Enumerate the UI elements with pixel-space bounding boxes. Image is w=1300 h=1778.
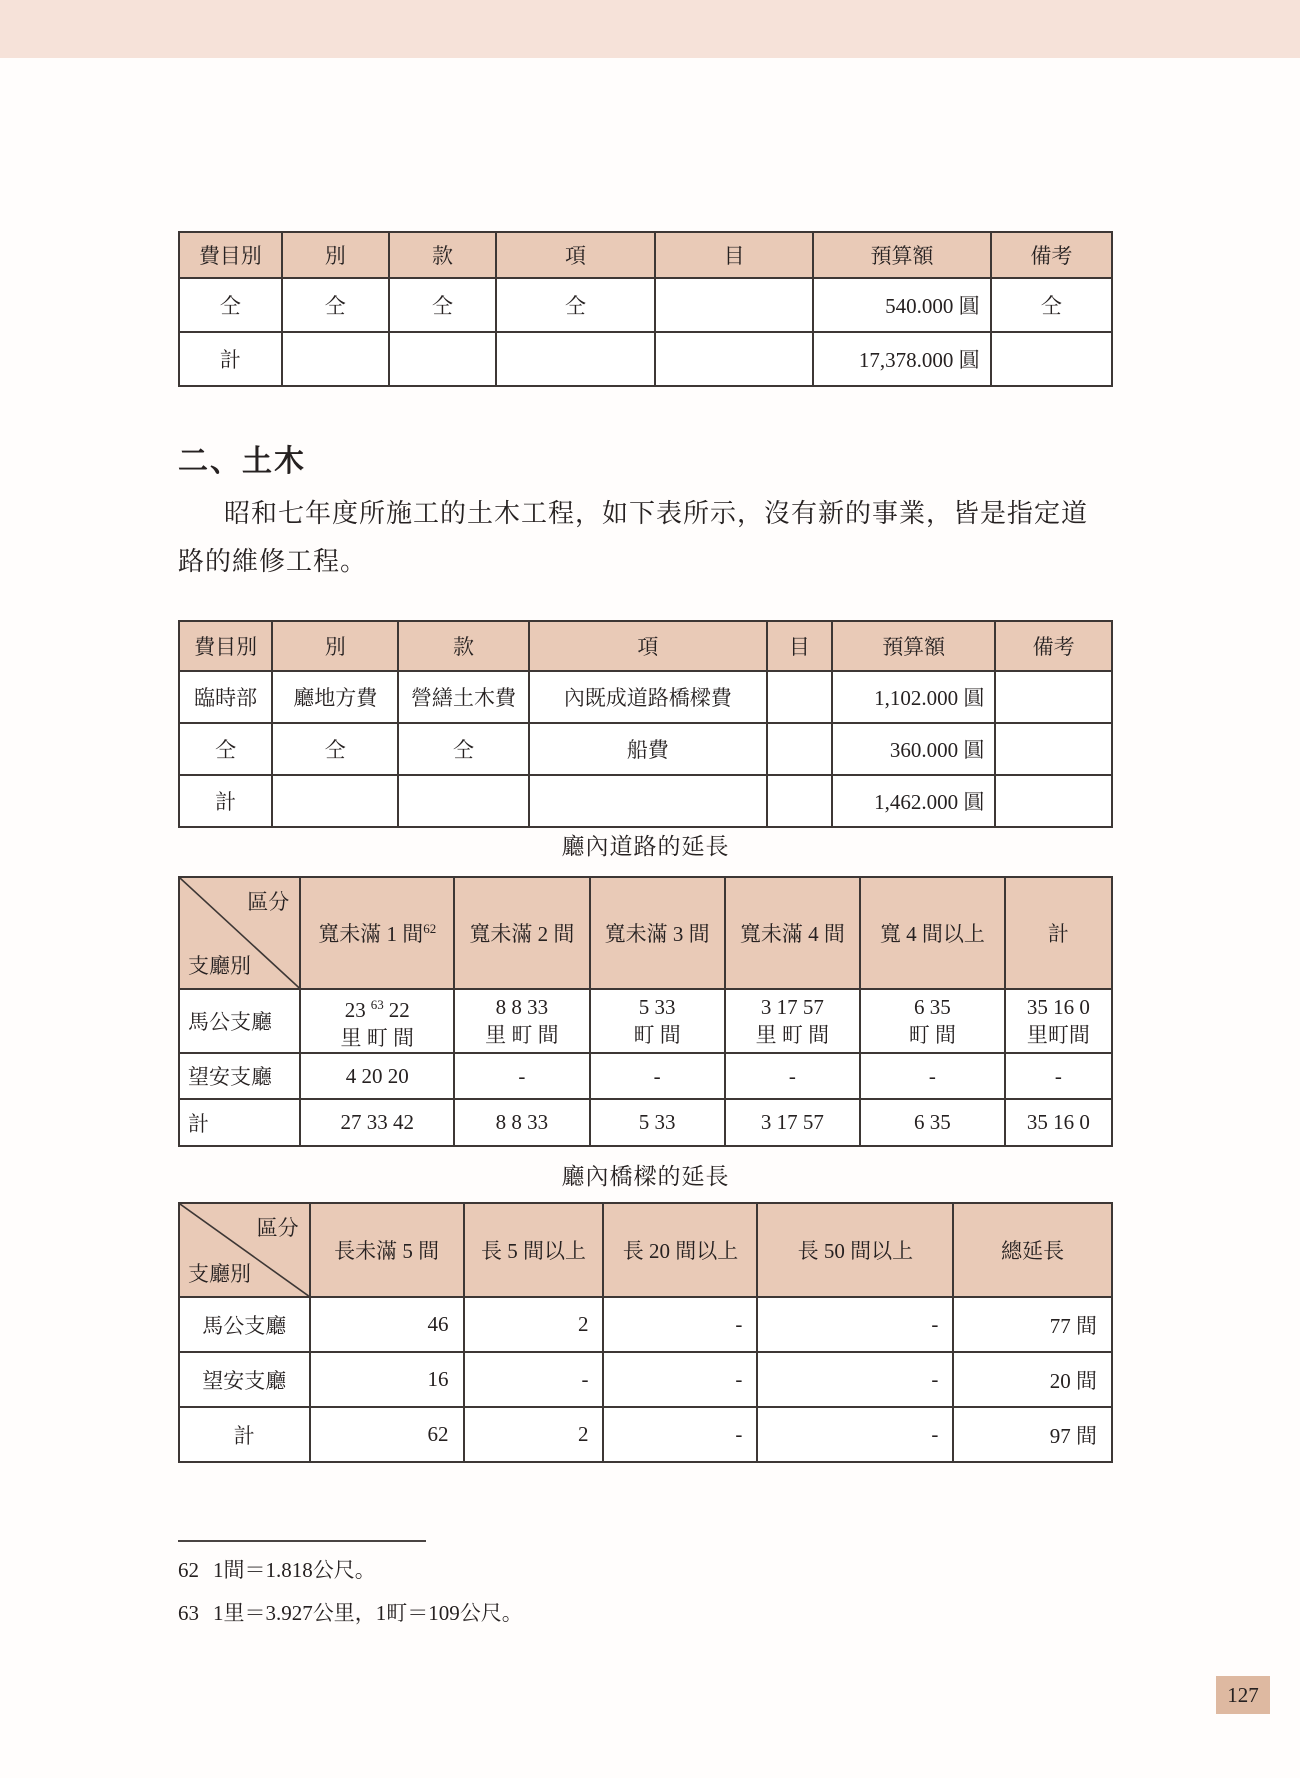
table-cell: 內既成道路橋樑費 — [529, 671, 767, 723]
table-cell: 營繕土木費 — [398, 671, 529, 723]
table-row — [179, 775, 1112, 827]
corner-header-cell — [179, 1203, 310, 1297]
table-cell: 仝 — [282, 278, 389, 332]
table-cell: 6 35 — [860, 1099, 1005, 1146]
footnote-ref-62: 62 — [423, 921, 437, 936]
budget-amount-cell: 540.000 圓 — [813, 278, 990, 332]
table-cell — [995, 671, 1112, 723]
table-cell — [398, 775, 529, 827]
header-cell: 預算額 — [832, 621, 995, 671]
table-cell — [767, 671, 832, 723]
table-row — [179, 1297, 1112, 1352]
page-number-badge: 127 — [1216, 1676, 1270, 1714]
table-cell: 97 間 — [953, 1407, 1112, 1462]
header-cell: 預算額 — [813, 232, 990, 278]
bridges-extension-table — [178, 1202, 1113, 1463]
table-row — [179, 1407, 1112, 1462]
header-cell: 別 — [272, 621, 398, 671]
header-cell: 備考 — [995, 621, 1112, 671]
table-cell: - — [464, 1352, 604, 1407]
table-cell: 仝 — [179, 278, 282, 332]
budget-amount-cell: 360.000 圓 — [832, 723, 995, 775]
table-cell — [767, 775, 832, 827]
header-cell: 長 50 間以上 — [757, 1203, 953, 1297]
units-line: 里 町 間 — [485, 1023, 559, 1047]
table-header-row — [179, 1203, 1112, 1297]
table-cell — [767, 723, 832, 775]
table-row — [179, 332, 1112, 386]
table-cell: 35 16 0 — [1005, 1099, 1112, 1146]
footnote-number: 63 — [178, 1601, 199, 1625]
units-line: 町 間 — [633, 1023, 681, 1047]
header-cell: 計 — [1005, 877, 1112, 989]
table-cell — [529, 775, 767, 827]
table-cell: 2 — [464, 1407, 604, 1462]
table-cell: 廳地方費 — [272, 671, 398, 723]
footnote-text: 1里＝3.927公里，1町＝109公尺。 — [213, 1601, 523, 1625]
table-cell: - — [757, 1297, 953, 1352]
table-cell: 仝 — [272, 723, 398, 775]
roads-table-title: 廳內道路的延長 — [561, 834, 730, 859]
table-row — [179, 1352, 1112, 1407]
header-cell: 總延長 — [953, 1203, 1112, 1297]
table-row — [179, 671, 1112, 723]
footnote-63 — [178, 1597, 523, 1627]
table-cell: 20 間 — [953, 1352, 1112, 1407]
table-cell: - — [454, 1053, 589, 1099]
row-label-cell: 計 — [179, 1099, 300, 1146]
table-cell: 2 — [464, 1297, 604, 1352]
units-line: 里 町 間 — [755, 1023, 830, 1047]
footnote-text: 1間＝1.818公尺。 — [213, 1558, 376, 1582]
header-cell: 項 — [529, 621, 767, 671]
budget-amount-cell: 17,378.000 圓 — [813, 332, 990, 386]
table-cell: 計 — [179, 332, 282, 386]
bridges-table-title: 廳內橋樑的延長 — [561, 1164, 730, 1189]
row-label-cell: 馬公支廳 — [179, 989, 300, 1053]
body-paragraph — [178, 490, 1136, 586]
corner-label-top: 區分 — [256, 1216, 299, 1240]
header-cell: 長 5 間以上 — [464, 1203, 604, 1297]
table-cell — [282, 332, 389, 386]
table-cell: - — [725, 1053, 860, 1099]
header-cell: 別 — [282, 232, 389, 278]
units-line: 里 町 間 — [340, 1025, 414, 1050]
header-cell: 款 — [398, 621, 529, 671]
table-cell: 5 33 — [590, 1099, 725, 1146]
header-cell: 費目別 — [179, 232, 282, 278]
table-cell — [995, 723, 1112, 775]
footnote-number: 62 — [178, 1558, 199, 1582]
table-cell: 27 33 42 — [300, 1099, 454, 1146]
paragraph-line: 路的維修工程。 — [178, 547, 368, 576]
table-cell: 計 — [179, 775, 272, 827]
table-cell: 仝 — [389, 278, 496, 332]
row-label-cell: 望安支廳 — [179, 1053, 300, 1099]
table-header-row — [179, 232, 1112, 278]
table-cell: 62 — [310, 1407, 464, 1462]
table-cell: - — [1005, 1053, 1112, 1099]
header-cell: 寬未滿 2 間 — [454, 877, 589, 989]
header-cell: 寬未滿 4 間 — [725, 877, 860, 989]
table-cell — [389, 332, 496, 386]
header-cell: 款 — [389, 232, 496, 278]
units-line: 里町間 — [1026, 1023, 1090, 1047]
table-cell — [655, 278, 814, 332]
header-cell: 項 — [496, 232, 655, 278]
table-header-row — [179, 877, 1112, 989]
table-cell: 仝 — [179, 723, 272, 775]
header-cell: 目 — [767, 621, 832, 671]
table-cell — [272, 775, 398, 827]
table-cell: - — [757, 1352, 953, 1407]
table-row — [179, 278, 1112, 332]
header-cell: 長 20 間以上 — [603, 1203, 757, 1297]
header-cell: 長未滿 5 間 — [310, 1203, 464, 1297]
table-cell: 23 $^{63}$ 22 里 町 間 — [300, 989, 454, 1053]
table-cell: - — [603, 1297, 757, 1352]
header-cell: 費目別 — [179, 621, 272, 671]
table-row — [179, 989, 1112, 1053]
table-cell: - — [757, 1407, 953, 1462]
budget-summary-table — [178, 231, 1113, 387]
header-cell: 寬未滿 3 間 — [590, 877, 725, 989]
section-heading: 二、土木 — [178, 445, 306, 478]
table-cell: 46 — [310, 1297, 464, 1352]
header-cell: 寬 4 間以上 — [860, 877, 1005, 989]
table-cell: 3 17 57 里 町 間 — [725, 989, 860, 1053]
table-cell: 77 間 — [953, 1297, 1112, 1352]
table-cell: 8 8 33 — [454, 1099, 589, 1146]
corner-label-top: 區分 — [247, 890, 290, 914]
roads-extension-table — [178, 876, 1113, 1147]
corner-label-bottom: 支廳別 — [188, 1262, 251, 1286]
table-cell: 臨時部 — [179, 671, 272, 723]
table-cell — [991, 332, 1112, 386]
table-cell: 6 35 町 間 — [860, 989, 1005, 1053]
paragraph-line: 昭和七年度所施工的土木工程，如下表所示，沒有新的事業，皆是指定道 — [224, 499, 1089, 528]
row-label-cell: 望安支廳 — [179, 1352, 310, 1407]
table-cell: - — [603, 1407, 757, 1462]
table-cell: - — [603, 1352, 757, 1407]
table-row — [179, 723, 1112, 775]
footnote-62 — [178, 1554, 376, 1584]
table-cell: - — [590, 1053, 725, 1099]
corner-label-bottom: 支廳別 — [188, 954, 251, 978]
budget-amount-cell: 1,102.000 圓 — [832, 671, 995, 723]
footnote-ref-63: 63 — [370, 996, 384, 1012]
table-cell: 3 17 57 — [725, 1099, 860, 1146]
header-cell: 目 — [655, 232, 814, 278]
table-cell — [995, 775, 1112, 827]
table-cell — [496, 332, 655, 386]
row-label-cell: 計 — [179, 1407, 310, 1462]
table-cell: 16 — [310, 1352, 464, 1407]
corner-header-cell — [179, 877, 300, 989]
table-cell: 船費 — [529, 723, 767, 775]
header-cell: 備考 — [991, 232, 1112, 278]
table-cell: 5 33 町 間 — [590, 989, 725, 1053]
civil-works-budget-table — [178, 620, 1113, 828]
header-cell: 寬未滿 1 間$^{62}$ — [300, 877, 454, 989]
table-cell: 4 20 20 — [300, 1053, 454, 1099]
footnote-separator — [178, 1540, 426, 1542]
table-header-row — [179, 621, 1112, 671]
table-cell: 仝 — [398, 723, 529, 775]
table-cell: 35 16 0 里町間 — [1005, 989, 1112, 1053]
table-cell: - — [860, 1053, 1005, 1099]
row-label-cell: 馬公支廳 — [179, 1297, 310, 1352]
table-cell: 仝 — [496, 278, 655, 332]
page-top-band — [0, 0, 1300, 58]
table-row — [179, 1099, 1112, 1146]
table-row — [179, 1053, 1112, 1099]
units-line: 町 間 — [908, 1023, 956, 1047]
budget-amount-cell: 1,462.000 圓 — [832, 775, 995, 827]
table-cell: 8 8 33 里 町 間 — [454, 989, 589, 1053]
table-cell — [655, 332, 814, 386]
table-cell: 仝 — [991, 278, 1112, 332]
